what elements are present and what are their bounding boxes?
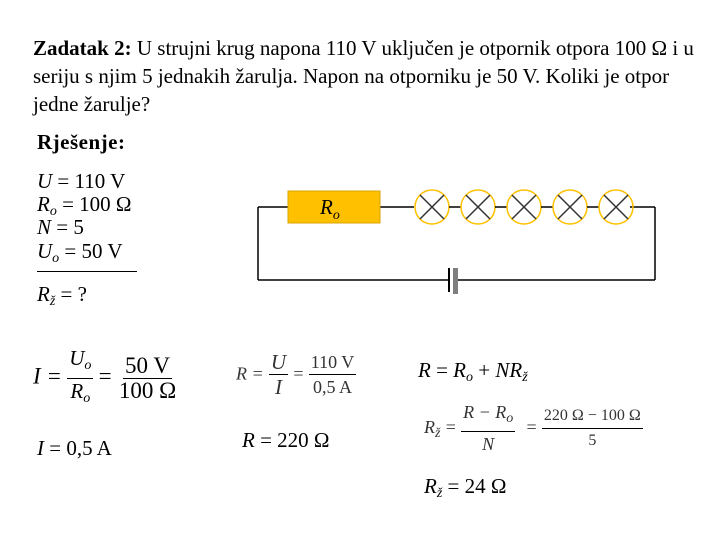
- eq4-equals-2: =: [526, 416, 537, 437]
- given-voltage-value: = 110 V: [52, 169, 126, 193]
- result-total-value: = 220 Ω: [254, 428, 330, 452]
- given-resistance-sub: o: [49, 204, 57, 219]
- eq4-symbolic-fraction: [461, 400, 515, 456]
- result-total-resistance: [242, 428, 330, 453]
- resistor-label: $R_o$: [320, 195, 340, 223]
- eq1-symbolic-fraction: [67, 346, 93, 411]
- result-bulb-symbol: R: [424, 474, 437, 498]
- result-bulb-value: = 24 Ω: [442, 474, 507, 498]
- result-current: [37, 436, 112, 461]
- equation-series: [418, 358, 528, 386]
- eq3-equals: =: [430, 358, 454, 382]
- task-text: U strujni krug napona 110 V uključen je otpornik otpora 100 Ω i u seriju s njim 5 jednakih žarulja. Napon na otporniku je 50 V. Koliki je otpor jedne žarulje?: [33, 36, 694, 116]
- eq2-numerator: U: [270, 350, 287, 374]
- unknown-value: = ?: [55, 282, 87, 306]
- eq1-lhs: I =: [33, 363, 62, 389]
- eq1-numerator: $U_o$: [67, 346, 93, 379]
- given-resistor-voltage-sub: o: [52, 251, 60, 266]
- equation-total-resistance: [236, 350, 356, 399]
- task-label: Zadatak 2:: [33, 36, 132, 60]
- eq4-numerator: $R - R_o$: [461, 400, 515, 432]
- eq4-num-value: 220 Ω − 100 Ω: [542, 404, 643, 429]
- eq2-symbolic-fraction: [269, 350, 288, 399]
- bulb-5: [599, 190, 633, 224]
- eq3-plus: +: [473, 358, 496, 382]
- bulb-4: [553, 190, 599, 224]
- given-resistance-symbol: R: [37, 192, 50, 216]
- eq4-denominator: N: [482, 434, 495, 454]
- eq4-equals: =: [445, 416, 456, 437]
- eq4-numeric-fraction: [542, 404, 643, 453]
- unknown-sub: ž: [49, 294, 56, 309]
- result-bulb-resistance: [424, 474, 506, 502]
- result-current-symbol: I: [37, 436, 44, 460]
- eq3-ro: R: [453, 358, 466, 382]
- solution-heading: Rješenje:: [37, 130, 126, 154]
- eq4-lhs: $R_ž$: [424, 416, 441, 441]
- eq3-lhs: R: [418, 358, 431, 382]
- battery-thick-plate: [453, 268, 458, 294]
- given-resistance-value: = 100 Ω: [56, 192, 132, 216]
- eq2-den-value: 0,5 A: [312, 377, 352, 397]
- given-count-symbol: N: [37, 215, 52, 239]
- result-current-value: = 0,5 A: [44, 436, 112, 460]
- eq3-nr-sub: ž: [522, 370, 528, 385]
- eq1-numeric-fraction: [117, 354, 178, 403]
- eq2-num-value: 110 V: [309, 350, 357, 375]
- eq4-den-value: 5: [588, 431, 597, 449]
- eq2-numeric-fraction: [309, 350, 357, 399]
- given-resistor-voltage-value: = 50 V: [59, 239, 123, 263]
- eq3-nr: NR: [495, 358, 523, 382]
- bulb-1: [415, 190, 461, 224]
- given-resistor-voltage-symbol: U: [37, 239, 53, 263]
- unknown-symbol: R: [37, 282, 50, 306]
- equation-bulb-resistance: [424, 400, 643, 456]
- eq2-lhs: R =: [236, 363, 264, 384]
- equation-current: [33, 346, 178, 411]
- given-voltage-symbol: U: [37, 169, 53, 193]
- bulb-2: [461, 190, 507, 224]
- bulb-3: [507, 190, 553, 224]
- result-total-symbol: R: [242, 428, 255, 452]
- eq2-denominator: I: [274, 375, 282, 399]
- result-bulb-sub: ž: [436, 486, 443, 501]
- eq1-denominator: $R_o$: [70, 379, 91, 406]
- given-count-value: = 5: [51, 215, 84, 239]
- eq1-equals: =: [98, 363, 112, 389]
- bulb-chain: [415, 190, 633, 224]
- eq2-equals: =: [293, 363, 304, 384]
- eq1-num-value: 50 V: [125, 353, 170, 378]
- eq1-den-value: 100 Ω: [118, 378, 177, 403]
- eq3-ro-sub: o: [466, 370, 473, 385]
